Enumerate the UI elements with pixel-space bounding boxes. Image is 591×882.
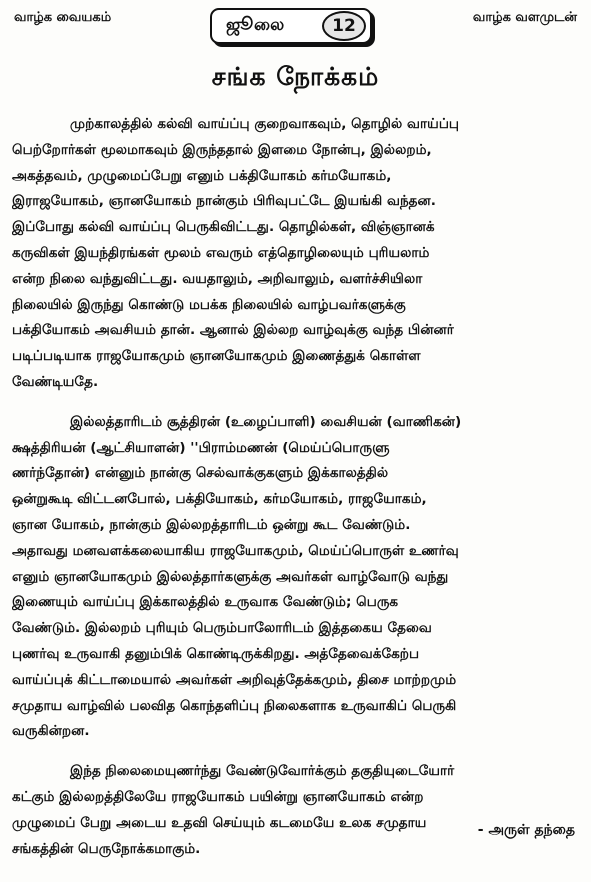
text-line: இப்போது கல்வி வாய்ப்பு பெருகிவிட்டது. தொழில்கள், விஞ்ஞானக்	[12, 219, 435, 236]
text-line: கட்கும் இல்லறத்திலேயே ராஜயோகம் பயின்று ஞானயோகம் என்ற	[12, 788, 424, 805]
text-line: இந்த நிலைமையுணர்ந்து வேண்டுவோர்க்கும் தகுதியுடையோர்	[70, 763, 455, 780]
text-line: வேண்டும். இல்லறம் புரியும் பெரும்பாலோரிடம் இத்தகைய தேவை	[12, 620, 432, 637]
paragraph	[12, 112, 574, 396]
text-line: ணர்ந்தோன்) என்னும் நான்கு செல்வாக்குகளும் இக்காலத்தில்	[12, 465, 389, 482]
text-line: வருகின்றன.	[12, 723, 90, 740]
month-label: ஜூலை	[226, 15, 286, 35]
article-body	[12, 112, 574, 862]
text-line: இராஜயோகம், ஞானயோகம் நான்கும் பிரிவுபட்டே இயங்கி வந்தன.	[12, 193, 436, 210]
text-line: க்ஷத்திரியன் (ஆட்சியாளன்) ''பிராம்மணன் (மெய்ப்பொருளு	[12, 439, 390, 456]
text-line: சமுதாய வாழ்வில் பலவித கொந்தளிப்பு நிலைகளாக உருவாகிப் பெருகி	[12, 697, 457, 714]
text-line: படிப்படியாக ராஜயோகமும் ஞானயோகமும் இணைத்துக் கொள்ள	[12, 348, 421, 365]
text-line: இணையும் வாய்ப்பு இக்காலத்தில் உருவாக வேண்டும்; பெருக	[12, 594, 399, 611]
page-title: சங்க நோக்கம்	[211, 62, 380, 91]
text-line: பெற்றோர்கள் மூலமாகவும் இருந்ததால் இளமை நோன்பு, இல்லறம்,	[12, 141, 432, 158]
page-header	[0, 8, 591, 44]
text-line: நிலையில் இருந்து கொண்டு மபக்க நிலையில் வாழ்பவர்களுக்கு	[12, 296, 406, 313]
text-line: என்ற நிலை வந்துவிட்டது. வயதாலும், அறிவாலும், வளர்ச்சியிலா	[12, 270, 423, 287]
text-line: முழுமைப் பேறு அடைய உதவி செய்யும் கடமையே உலக சமுதாய	[12, 814, 427, 831]
month-badge	[210, 8, 372, 44]
text-line: கருவிகள் இயந்திரங்கள் மூலம் எவரும் எத்தொழிலையும் புரியலாம்	[12, 244, 430, 261]
text-line: ஒன்றுகூடி விட்டனபோல், பக்தியோகம், கர்மயோகம், ராஜயோகம்,	[12, 491, 427, 508]
text-line: இல்லத்தாரிடம் சூத்திரன் (உழைப்பாளி) வைசியன் (வாணிகன்)	[70, 413, 462, 430]
signature: - அருள் தந்தை	[477, 822, 575, 838]
paragraph	[12, 759, 574, 862]
text-line: முற்காலத்தில் கல்வி வாய்ப்பு குறைவாகவும், தொழில் வாய்ப்பு	[70, 116, 460, 132]
text-line: அகத்தவம், முழுமைப்பேறு எனும் பக்தியோகம் கர்மயோகம்,	[12, 167, 392, 184]
text-line: எனும் ஞானயோகமும் இல்லத்தார்களுக்கு அவர்கள் வாழ்வோடு வந்து	[12, 568, 449, 585]
page-number: 12	[322, 11, 366, 41]
paragraph	[12, 410, 574, 745]
text-line: சங்கத்தின் பெருநோக்கமாகும்.	[12, 840, 201, 857]
text-line: புணர்வு உருவாகி தனும்பிக் கொண்டிருக்கிறது. அத்தேவைக்கேற்ப	[12, 645, 420, 662]
header-left-text: வாழ்க வையகம்	[14, 10, 112, 25]
header-right-text: வாழ்க வளமுடன்	[472, 10, 577, 25]
paragraph-gap	[12, 396, 574, 410]
text-line: வேண்டியதே.	[12, 373, 99, 390]
text-line: அதாவது மனவளக்கலையாகிய ராஜயோகமும், மெய்ப்பொருள் உணர்வு	[12, 542, 459, 559]
text-line: வாய்ப்புக் கிட்டாமையால் அவர்கள் அறிவுத்தேக்கமும், திசை மாற்றமும்	[12, 671, 457, 688]
text-line: ஞான யோகம், நான்கும் இல்லறத்தாரிடம் ஒன்று கூட வேண்டும்.	[12, 516, 411, 533]
text-line: பக்தியோகம் அவசியம் தான். ஆனால் இல்லற வாழ்வுக்கு வந்த பின்னர்	[12, 322, 454, 339]
paragraph-gap	[12, 745, 574, 759]
